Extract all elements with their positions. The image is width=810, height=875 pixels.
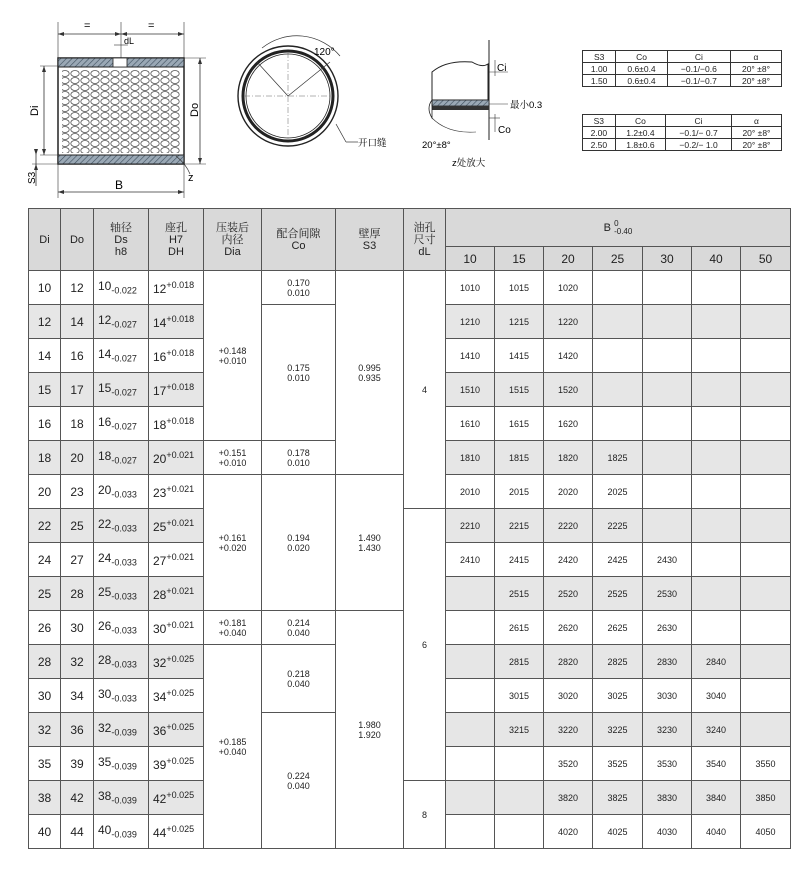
cell-hole: $14^{+0.018}$ [149,305,204,339]
cell-wall: 1.980 1.920 [336,611,404,849]
cell-di: 32 [29,713,61,747]
cell-hole: $44^{+0.025}$ [149,815,204,849]
cell-b-value: 1210 [446,305,495,339]
cell-di: 26 [29,611,61,645]
cell-b-value [495,781,544,815]
cell-b-value: 1420 [544,339,593,373]
cell-b-value: 2220 [544,509,593,543]
cell-b-value: 2525 [593,577,643,611]
cell-b-value: 2515 [495,577,544,611]
cell-b-value: 2520 [544,577,593,611]
cell-clearance: 0.178 0.010 [262,441,336,475]
cell-b-value: 4030 [643,815,692,849]
mini-header-cell: α [731,115,781,127]
cell-b-value: 1820 [544,441,593,475]
cell-b-value: 2410 [446,543,495,577]
cell-b-value [643,509,692,543]
cell-di: 16 [29,407,61,441]
mini-header-cell: Ci [667,51,730,63]
cell-hole: $34^{+0.025}$ [149,679,204,713]
cell-b-value: 3825 [593,781,643,815]
detail-z-view [422,40,542,169]
cell-b-value: 2020 [544,475,593,509]
header-b: B 0 -0.40 [446,209,791,247]
cell-b-value: 3040 [692,679,741,713]
cell-clearance: 0.175 0.010 [262,305,336,441]
cell-b-value: 4050 [741,815,791,849]
cell-b-value: 3025 [593,679,643,713]
mini-header-cell: Co [616,51,667,63]
cell-b-value [643,271,692,305]
cell-b-value: 2615 [495,611,544,645]
cell-b-value [446,645,495,679]
mini-header-cell: Ci [666,115,732,127]
mini-cell: 20° ±8° [730,75,781,87]
table-row [29,509,791,543]
cell-wall: 0.995 0.935 [336,271,404,475]
cell-b-value: 2620 [544,611,593,645]
cell-b-value: 1010 [446,271,495,305]
cell-oil: 4 [404,271,446,509]
cell-b-value [643,407,692,441]
cell-b-value [741,441,791,475]
cell-b-value [593,305,643,339]
cell-do: 20 [61,441,94,475]
cell-di: 24 [29,543,61,577]
cell-b-value: 1220 [544,305,593,339]
cell-b-value: 4040 [692,815,741,849]
header-do: Do [61,209,94,271]
enlarge-label: z处放大 [452,158,486,169]
cell-b-value [593,271,643,305]
cell-di: 10 [29,271,61,305]
cell-b-value: 1510 [446,373,495,407]
cell-b-value: 3850 [741,781,791,815]
cell-b-value: 1620 [544,407,593,441]
cell-hole: $36^{+0.025}$ [149,713,204,747]
cell-b-value [692,305,741,339]
header-shaft: 轴径 Ds h8 [94,209,149,271]
cell-shaft: $14_{-0.027}$ [94,339,149,373]
cell-b-value [741,475,791,509]
header-oil: 油孔 尺寸 dL [404,209,446,271]
cell-b-value [593,339,643,373]
cell-b-value: 2825 [593,645,643,679]
cell-b-value: 3540 [692,747,741,781]
cell-b-value [741,543,791,577]
cell-di: 30 [29,679,61,713]
cell-shaft: $16_{-0.027}$ [94,407,149,441]
cell-shaft: $24_{-0.033}$ [94,543,149,577]
cell-b-value: 3520 [544,747,593,781]
header-wall: 壁厚 S3 [336,209,404,271]
cell-b-value: 2015 [495,475,544,509]
cell-b-value [692,407,741,441]
cell-b-value: 2210 [446,509,495,543]
cell-b-value: 2830 [643,645,692,679]
cell-hole: $20^{+0.021}$ [149,441,204,475]
cell-do: 17 [61,373,94,407]
slit-label: 开口缝 [358,138,387,149]
z-label: z [188,172,194,184]
cell-b-value [692,373,741,407]
cell-do: 12 [61,271,94,305]
cell-b-value [741,611,791,645]
cell-b-value: 2815 [495,645,544,679]
cell-b-value: 3230 [643,713,692,747]
mini-header-cell: Co [615,115,666,127]
cell-b-value: 3015 [495,679,544,713]
cell-hole: $12^{+0.018}$ [149,271,204,305]
cell-b-value: 3820 [544,781,593,815]
mini-cell: 1.8±0.6 [615,139,666,151]
cell-shaft: $26_{-0.033}$ [94,611,149,645]
s3-label: S3 [27,171,38,184]
cell-inner: +0.151 +0.010 [204,441,262,475]
technical-drawings [0,0,810,200]
cell-b-value: 1215 [495,305,544,339]
cell-b-value: 3240 [692,713,741,747]
cell-b-value: 2215 [495,509,544,543]
cell-shaft: $28_{-0.033}$ [94,645,149,679]
cell-b-value: 1520 [544,373,593,407]
min-label: 最小0.3 [510,100,543,111]
cell-do: 32 [61,645,94,679]
cell-b-value [741,407,791,441]
cell-clearance: 0.214 0.040 [262,611,336,645]
cell-di: 38 [29,781,61,815]
cell-do: 27 [61,543,94,577]
cell-hole: $18^{+0.018}$ [149,407,204,441]
cell-do: 44 [61,815,94,849]
cell-b-value [692,271,741,305]
cell-b-value: 2625 [593,611,643,645]
tolerance-table-2 [582,114,782,151]
mini-header-cell: S3 [583,51,616,63]
header-hole: 座孔 H7 DH [149,209,204,271]
cell-b-value: 2425 [593,543,643,577]
cell-di: 35 [29,747,61,781]
cell-b-value: 3830 [643,781,692,815]
cell-b-value: 3030 [643,679,692,713]
cell-b-value: 2025 [593,475,643,509]
cell-b-value [741,713,791,747]
cell-b-value [692,577,741,611]
cell-di: 12 [29,305,61,339]
header-b-30: 30 [643,247,692,271]
cell-b-value: 2630 [643,611,692,645]
mini-cell: 1.00 [583,63,616,75]
cell-b-value [495,747,544,781]
co-label: Co [498,125,511,136]
cell-di: 25 [29,577,61,611]
cell-b-value [692,441,741,475]
cell-b-value [643,305,692,339]
cell-inner: +0.185 +0.040 [204,645,262,849]
cell-hole: $23^{+0.021}$ [149,475,204,509]
mini-cell: 20° ±8° [731,127,781,139]
cell-di: 15 [29,373,61,407]
mini-row [583,63,782,75]
cell-b-value [692,543,741,577]
cell-hole: $17^{+0.018}$ [149,373,204,407]
mini-cell: 1.50 [583,75,616,87]
cell-hole: $25^{+0.021}$ [149,509,204,543]
cell-shaft: $12_{-0.027}$ [94,305,149,339]
cell-di: 28 [29,645,61,679]
cell-b-value [446,713,495,747]
cell-b-value [692,339,741,373]
cell-hole: $16^{+0.018}$ [149,339,204,373]
cell-inner: +0.161 +0.020 [204,475,262,611]
ring-end-view [238,36,387,149]
cell-shaft: $25_{-0.033}$ [94,577,149,611]
cell-b-value: 1515 [495,373,544,407]
cell-b-value [446,679,495,713]
cell-do: 28 [61,577,94,611]
cell-b-value [643,441,692,475]
cell-di: 22 [29,509,61,543]
cell-b-value [593,373,643,407]
cell-hole: $28^{+0.021}$ [149,577,204,611]
cell-do: 34 [61,679,94,713]
cell-b-value [741,577,791,611]
cell-clearance: 0.224 0.040 [262,713,336,849]
mini-cell: −0.1/− 0.7 [666,127,732,139]
cell-b-value: 1815 [495,441,544,475]
cell-b-value [741,679,791,713]
mini-cell: 0.6±0.4 [616,75,667,87]
cell-b-value [692,509,741,543]
cell-b-value [446,747,495,781]
cell-b-value [593,407,643,441]
cell-b-value: 1015 [495,271,544,305]
cell-b-value [741,373,791,407]
table-row [29,271,791,305]
cell-clearance: 0.194 0.020 [262,475,336,611]
cell-inner: +0.181 +0.040 [204,611,262,645]
cell-di: 18 [29,441,61,475]
cell-b-value: 3020 [544,679,593,713]
cell-b-value [446,577,495,611]
cell-shaft: $22_{-0.033}$ [94,509,149,543]
angle-20-label: 20°±8° [422,140,451,151]
cell-hole: $39^{+0.025}$ [149,747,204,781]
mini-cell: 20° ±8° [731,139,781,151]
cell-do: 36 [61,713,94,747]
mini-cell: −0.1/−0.7 [667,75,730,87]
cell-b-value: 3220 [544,713,593,747]
equal-sign-right: = [148,20,155,32]
cell-b-value: 2415 [495,543,544,577]
mini-row [583,127,782,139]
cell-b-value: 3525 [593,747,643,781]
cell-b-value: 2010 [446,475,495,509]
cell-b-value [741,271,791,305]
cell-b-value [692,475,741,509]
cell-hole: $42^{+0.025}$ [149,781,204,815]
mini-header-cell: S3 [583,115,616,127]
mini-row [583,139,782,151]
cell-b-value [446,781,495,815]
mini-cell: 1.2±0.4 [615,127,666,139]
b-label: B [115,178,124,192]
cell-b-value [643,373,692,407]
cell-shaft: $18_{-0.027}$ [94,441,149,475]
cell-b-value: 1415 [495,339,544,373]
cell-b-value: 3215 [495,713,544,747]
bushing-cross-section [27,20,206,198]
cell-do: 30 [61,611,94,645]
header-b-25: 25 [593,247,643,271]
cell-b-value [741,645,791,679]
mini-cell: 0.6±0.4 [616,63,667,75]
header-b-40: 40 [692,247,741,271]
cell-shaft: $38_{-0.039}$ [94,781,149,815]
cell-di: 20 [29,475,61,509]
cell-di: 14 [29,339,61,373]
cell-b-value: 1810 [446,441,495,475]
cell-b-value [446,815,495,849]
bushing-spec-table [28,208,791,849]
cell-shaft: $10_{-0.022}$ [94,271,149,305]
cell-shaft: $40_{-0.039}$ [94,815,149,849]
cell-b-value [741,509,791,543]
header-clearance: 配合间隙 Co [262,209,336,271]
cell-shaft: $20_{-0.033}$ [94,475,149,509]
cell-b-value [643,339,692,373]
cell-b-value: 2840 [692,645,741,679]
cell-clearance: 0.170 0.010 [262,271,336,305]
cell-b-value [495,815,544,849]
cell-b-value: 2225 [593,509,643,543]
cell-b-value: 3550 [741,747,791,781]
drawings-area [0,0,810,200]
cell-b-value: 3225 [593,713,643,747]
cell-oil: 8 [404,781,446,849]
di-label: Di [29,105,41,116]
tolerance-table-1 [582,50,782,87]
cell-do: 18 [61,407,94,441]
cell-wall: 1.490 1.430 [336,475,404,611]
cell-b-value [643,475,692,509]
cell-hole: $32^{+0.025}$ [149,645,204,679]
mini-cell: 20° ±8° [730,63,781,75]
cell-b-value: 3530 [643,747,692,781]
cell-oil: 6 [404,509,446,781]
cell-hole: $27^{+0.021}$ [149,543,204,577]
mini-cell: 2.00 [583,127,616,139]
dl-label: dL [124,36,135,46]
cell-b-value: 1020 [544,271,593,305]
cell-b-value: 2420 [544,543,593,577]
cell-b-value: 1615 [495,407,544,441]
cell-b-value: 2530 [643,577,692,611]
cell-shaft: $15_{-0.027}$ [94,373,149,407]
cell-b-value: 1410 [446,339,495,373]
table-row [29,781,791,815]
cell-do: 14 [61,305,94,339]
cell-shaft: $32_{-0.039}$ [94,713,149,747]
mini-header-cell: α [730,51,781,63]
cell-b-value: 1610 [446,407,495,441]
cell-shaft: $30_{-0.033}$ [94,679,149,713]
mini-cell: −0.1/−0.6 [667,63,730,75]
cell-do: 42 [61,781,94,815]
cell-di: 40 [29,815,61,849]
mini-row [583,75,782,87]
header-b-50: 50 [741,247,791,271]
cell-b-value [741,305,791,339]
cell-inner: +0.148 +0.010 [204,271,262,441]
header-inner: 压装后 内径 Dia [204,209,262,271]
equal-sign-left: = [84,20,91,32]
cell-b-value: 4020 [544,815,593,849]
mini-cell: 2.50 [583,139,616,151]
cell-b-value: 1825 [593,441,643,475]
cell-shaft: $35_{-0.039}$ [94,747,149,781]
cell-clearance: 0.218 0.040 [262,645,336,713]
cell-do: 25 [61,509,94,543]
cell-b-value: 2820 [544,645,593,679]
cell-b-value [692,611,741,645]
cell-hole: $30^{+0.021}$ [149,611,204,645]
cell-b-value: 4025 [593,815,643,849]
header-b-10: 10 [446,247,495,271]
header-di: Di [29,209,61,271]
cell-b-value: 2430 [643,543,692,577]
do-label: Do [189,102,201,117]
cell-do: 16 [61,339,94,373]
header-b-15: 15 [495,247,544,271]
mini-cell: −0.2/− 1.0 [666,139,732,151]
cell-b-value [741,339,791,373]
cell-b-value: 3840 [692,781,741,815]
cell-do: 39 [61,747,94,781]
ci-label: Ci [497,63,507,74]
header-b-20: 20 [544,247,593,271]
cell-do: 23 [61,475,94,509]
angle-120-label: 120° [314,47,335,58]
cell-b-value [446,611,495,645]
